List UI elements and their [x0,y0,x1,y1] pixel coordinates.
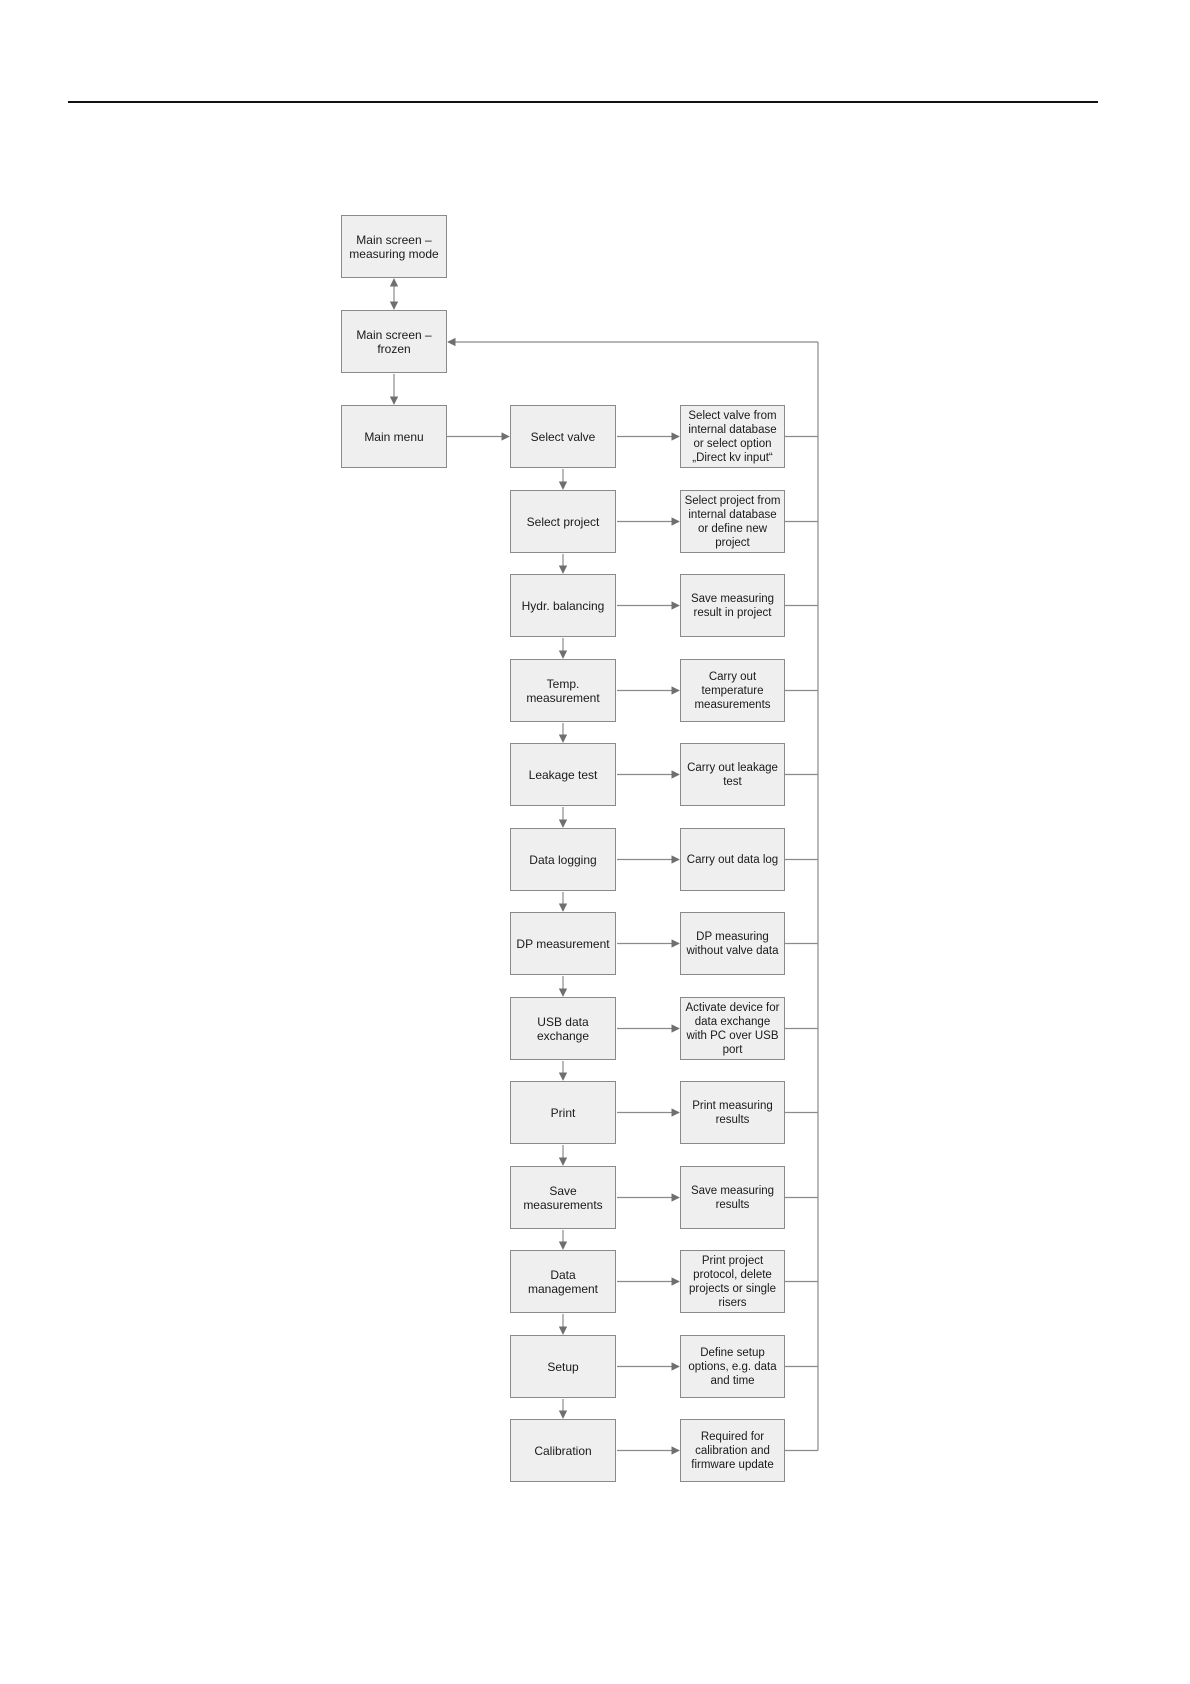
node-main-screen-measuring: Main screen – measuring mode [341,215,447,278]
node-main-screen-frozen: Main screen – frozen [341,310,447,373]
node-menu-item: Hydr. balancing [510,574,616,637]
node-menu-item: Temp. measurement [510,659,616,722]
node-menu-description: Select project from internal database or define new project [680,490,785,553]
node-menu-description: Save measuring results [680,1166,785,1229]
node-menu-description: Carry out temperature measurements [680,659,785,722]
node-menu-item: Leakage test [510,743,616,806]
node-menu-item: Data logging [510,828,616,891]
node-menu-description: Required for calibration and firmware update [680,1419,785,1482]
node-menu-item: Save measurements [510,1166,616,1229]
node-menu-description: Select valve from internal database or select option „Direct kv input“ [680,405,785,468]
node-menu-item: Calibration [510,1419,616,1482]
node-menu-description: Save measuring result in project [680,574,785,637]
node-menu-item: Print [510,1081,616,1144]
node-menu-item: Data management [510,1250,616,1313]
node-menu-item: USB data exchange [510,997,616,1060]
node-menu-description: Activate device for data exchange with PC over USB port [680,997,785,1060]
node-menu-item: DP measurement [510,912,616,975]
node-main-menu: Main menu [341,405,447,468]
node-menu-description: Define setup options, e.g. data and time [680,1335,785,1398]
node-menu-description: Print project protocol, delete projects or single risers [680,1250,785,1313]
node-menu-description: DP measuring without valve data [680,912,785,975]
node-menu-description: Carry out leakage test [680,743,785,806]
node-menu-item: Select valve [510,405,616,468]
node-menu-description: Print measuring results [680,1081,785,1144]
node-menu-item: Setup [510,1335,616,1398]
node-menu-description: Carry out data log [680,828,785,891]
node-menu-item: Select project [510,490,616,553]
